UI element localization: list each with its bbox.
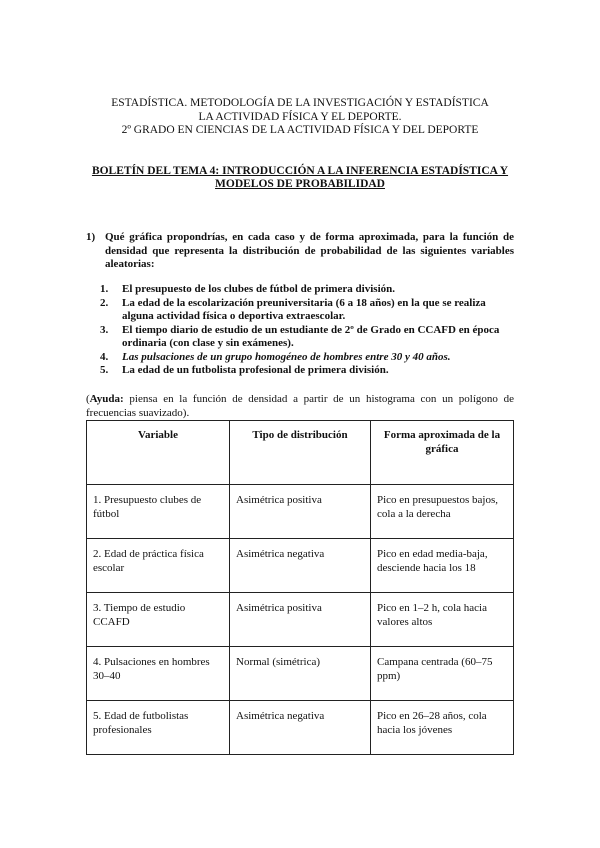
table-cell: Pico en edad media-baja, desciende hacia los 18 <box>371 539 514 593</box>
table-row <box>87 539 514 593</box>
column-header-forma: Forma aproximada de la gráfica <box>371 421 514 485</box>
table-row <box>87 647 514 701</box>
ayuda-text: piensa en la función de densidad a partir de un histograma con un polígono de frecuencias suavizado). <box>86 393 514 419</box>
ayuda-open: ( <box>86 393 90 405</box>
answers-table <box>86 420 514 755</box>
question-1 <box>86 231 514 272</box>
ayuda-label: Ayuda: <box>89 393 124 405</box>
list-item <box>100 283 514 297</box>
table-row <box>87 593 514 647</box>
list-item-number: 3. <box>100 323 109 336</box>
variables-list <box>100 283 514 378</box>
table-row <box>87 701 514 755</box>
list-item-text: El tiempo diario de estudio de un estudiante de 2º de Grado en CCAFD en época ordinaria (con clase y sin exámenes). <box>122 323 500 349</box>
table-cell: Asimétrica positiva <box>230 593 371 647</box>
table-cell: Asimétrica negativa <box>230 539 371 593</box>
boletin-title-line-2: MODELOS DE PROBABILIDAD <box>215 178 385 190</box>
table-cell: Normal (simétrica) <box>230 647 371 701</box>
list-item-number: 4. <box>100 350 109 363</box>
column-header-tipo: Tipo de distribución <box>230 421 371 485</box>
header-line-3: 2º GRADO EN CIENCIAS DE LA ACTIVIDAD FÍSICA Y DEL DEPORTE <box>121 124 479 136</box>
list-item-number: 1. <box>100 283 109 295</box>
list-item-text: La edad de un futbolista profesional de primera división. <box>122 364 389 376</box>
list-item-text: El presupuesto de los clubes de fútbol de primera división. <box>122 283 395 295</box>
ayuda-hint <box>86 392 514 420</box>
list-item-text: La edad de la escolarización preuniversitaria (6 a 18 años) en la que se realiza alguna actividad física o deportiva extraescolar. <box>122 296 486 322</box>
table-header-row <box>87 421 514 485</box>
table-cell: 1. Presupuesto clubes de fútbol <box>87 485 230 539</box>
list-item <box>100 297 514 324</box>
header-line-2: LA ACTIVIDAD FÍSICA Y EL DEPORTE. <box>198 110 402 123</box>
table-row <box>87 485 514 539</box>
list-item <box>100 364 514 378</box>
list-item <box>100 324 514 351</box>
course-header <box>0 97 600 138</box>
table-cell: Asimétrica negativa <box>230 701 371 755</box>
boletin-title <box>90 165 510 191</box>
table-cell: 3. Tiempo de estudio CCAFD <box>87 593 230 647</box>
table-cell: 4. Pulsaciones en hombres 30–40 <box>87 647 230 701</box>
table-cell: Campana centrada (60–75 ppm) <box>371 647 514 701</box>
table-cell: 5. Edad de futbolistas profesionales <box>87 701 230 755</box>
question-number: 1) <box>86 231 96 243</box>
list-item-text: Las pulsaciones de un grupo homogéneo de hombres entre 30 y 40 años. <box>122 350 451 363</box>
table-cell: Pico en 26–28 años, cola hacia los jóvenes <box>371 701 514 755</box>
column-header-variable: Variable <box>87 421 230 485</box>
list-item-number: 2. <box>100 296 109 309</box>
table-cell: 2. Edad de práctica física escolar <box>87 539 230 593</box>
boletin-title-line-1: BOLETÍN DEL TEMA 4: INTRODUCCIÓN A LA INFERENCIA ESTADÍSTICA Y <box>91 165 509 177</box>
table-cell: Pico en 1–2 h, cola hacia valores altos <box>371 593 514 647</box>
list-item-number: 5. <box>100 364 109 376</box>
question-text: Qué gráfica propondrías, en cada caso y de forma aproximada, para la función de densidad que representa la distribución de probabilidad de las siguientes variables aleatorias: <box>105 231 514 270</box>
list-item <box>100 351 514 365</box>
table-cell: Asimétrica positiva <box>230 485 371 539</box>
table-cell: Pico en presupuestos bajos, cola a la derecha <box>371 485 514 539</box>
header-line-1: ESTADÍSTICA. METODOLOGÍA DE LA INVESTIGACIÓN Y ESTADÍSTICA <box>111 97 489 109</box>
